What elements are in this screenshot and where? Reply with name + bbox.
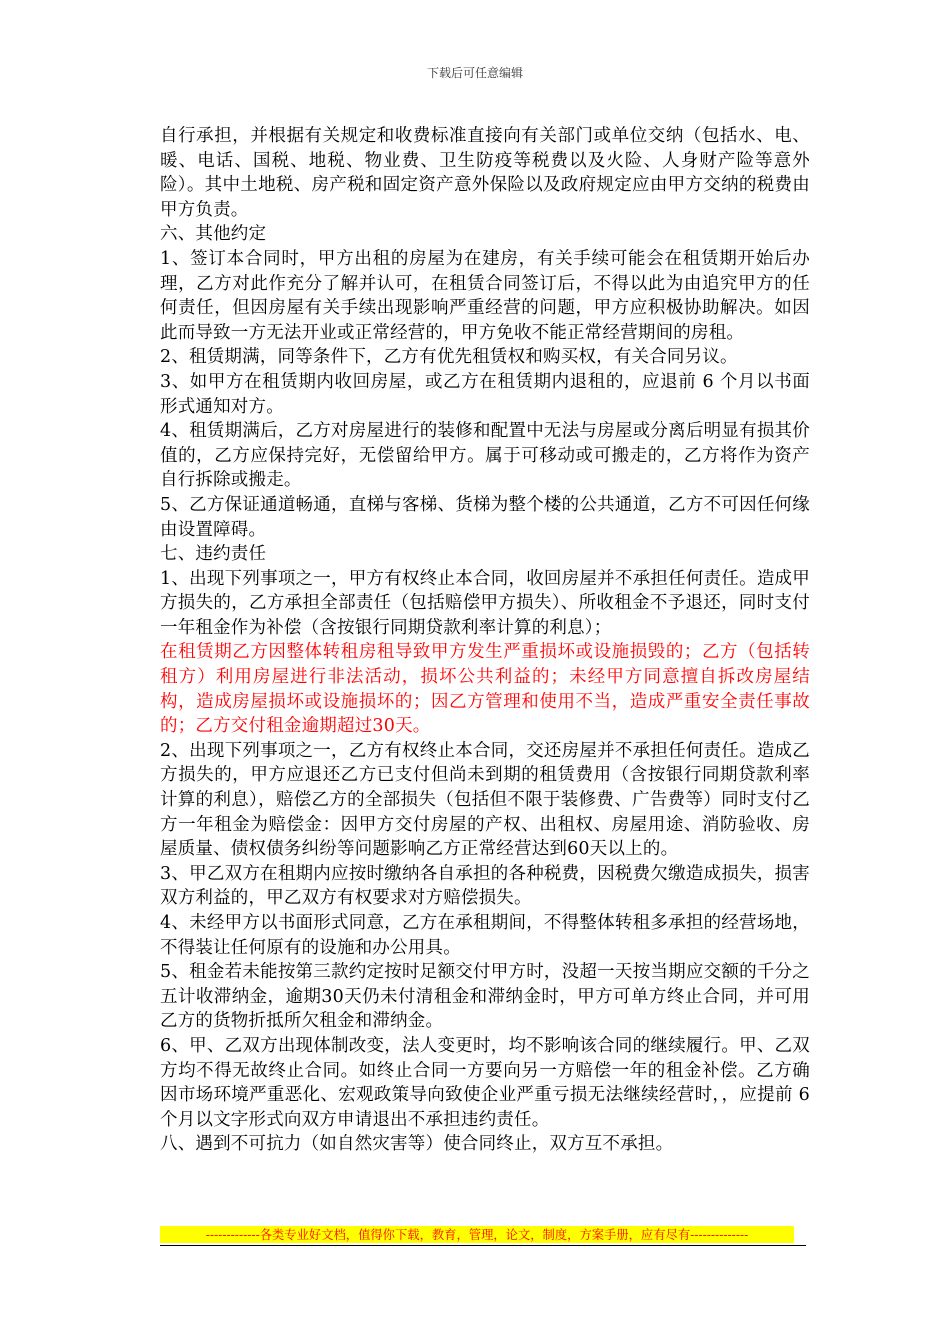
- section-heading-force-majeure: 八、遇到不可抗力（如自然灾害等）使合同终止，双方互不承担。: [160, 1134, 674, 1155]
- clause-7-4: 4、未经甲方以书面形式同意，乙方在承租期间，不得整体转租多承担的经营场地，不得装让任何原有的设施和办公用具。: [160, 913, 810, 958]
- clause-7-5: 5、租金若未能按第三款约定按时足额交付甲方时，没超一天按当期应交额的千分之五计收滞纳金，逾期30天仍未付清租金和滞纳金时，甲方可单方终止合同，并可用乙方的货物折抵所欠租金和滞纳金。: [160, 962, 810, 1032]
- footer-divider: [160, 1245, 806, 1246]
- footer-promo-text: -------------各类专业好文档，值得你下载，教育，管理，论文，制度，方案手册，应有尽有--------------: [205, 1228, 749, 1242]
- clause-6-2: 2、租赁期满，同等条件下，乙方有优先租赁权和购买权，有关合同另议。: [160, 347, 738, 368]
- clause-7-1: 1、出现下列事项之一，甲方有权终止本合同，收回房屋并不承担任何责任。造成甲方损失的，乙方承担全部责任（包括赔偿甲方损失）、所收租金不予退还，同时支付一年租金作为补偿（含按银行同期贷款利率计算的利息）；: [160, 568, 810, 638]
- clause-6-4: 4、租赁期满后，乙方对房屋进行的装修和配置中无法与房屋或分离后明显有损其价值的，乙方应保持完好，无偿留给甲方。属于可移动或可搬走的，乙方将作为资产自行拆除或搬走。: [160, 421, 810, 491]
- section-heading-other-agreements: 六、其他约定: [160, 224, 267, 245]
- paragraph-tax-responsibility: 自行承担，并根据有关规定和收费标准直接向有关部门或单位交纳（包括水、电、暖、电话、国税、地税、物业费、卫生防疫等税费以及火险、人身财产险等意外险）。其中土地税、房产税和固定资产意外保险以及政府规定应由甲方交纳的税费由甲方负责。: [160, 126, 810, 220]
- section-heading-breach-liability: 七、违约责任: [160, 544, 267, 565]
- clause-6-5: 5、乙方保证通道畅通，直梯与客梯、货梯为整个楼的公共通道，乙方不可因任何缘由设置障碍。: [160, 494, 810, 540]
- document-body: [160, 124, 810, 1157]
- page-header: 下载后可任意编辑: [426, 66, 523, 80]
- clause-6-1: 1、签订本合同时，甲方出租的房屋为在建房，有关手续可能会在租赁期开始后办理，乙方对此作充分了解并认可，在租赁合同签订后，不得以此为由追究甲方的任何责任，但因房屋有关手续出现影响严重经营的问题，甲方应积极协助解决。如因此而导致一方无法开业或正常经营的，甲方免收不能正常经营期间的房租。: [160, 248, 810, 343]
- clause-6-3: 3、如甲方在租赁期内收回房屋，或乙方在租赁期内退租的，应退前 6 个月以书面形式通知对方。: [160, 371, 810, 417]
- clause-7-1-conditions-red: 在租赁期乙方因整体转租房租导致甲方发生严重损坏或设施损毁的；乙方（包括转租方）利用房屋进行非法活动，损坏公共利益的；未经甲方同意擅自拆改房屋结构，造成房屋损坏或设施损坏的；因乙方管理和使用不当，造成严重安全责任事故的；乙方交付租金逾期超过30天。: [160, 642, 810, 737]
- clause-7-6: 6、甲、乙双方出现体制改变，法人变更时，均不影响该合同的继续履行。甲、乙双方均不得无故终止合同。如终止合同一方要向另一方赔偿一年的租金补偿。乙方确因市场环境严重恶化、宏观政策导向致使企业严重亏损无法继续经营时，，应提前 6 个月以文字形式向双方申请退出不承担违约责任。: [160, 1035, 810, 1130]
- clause-7-2: 2、出现下列事项之一，乙方有权终止本合同，交还房屋并不承担任何责任。造成乙方损失的，甲方应退还乙方已支付但尚未到期的租赁费用（含按银行同期贷款利率计算的利息），赔偿乙方的全部损失（包括但不限于装修费、广告费等）同时支付乙方一年租金为赔偿金：因甲方交付房屋的产权、出租权、房屋用途、消防验收、房屋质量、债权债务纠纷等问题影响乙方正常经营达到60天以上的。: [160, 740, 810, 860]
- clause-7-3: 3、甲乙双方在租期内应按时缴纳各自承担的各种税费，因税费欠缴造成损失，损害双方利益的，甲乙双方有权要求对方赔偿损失。: [160, 863, 810, 909]
